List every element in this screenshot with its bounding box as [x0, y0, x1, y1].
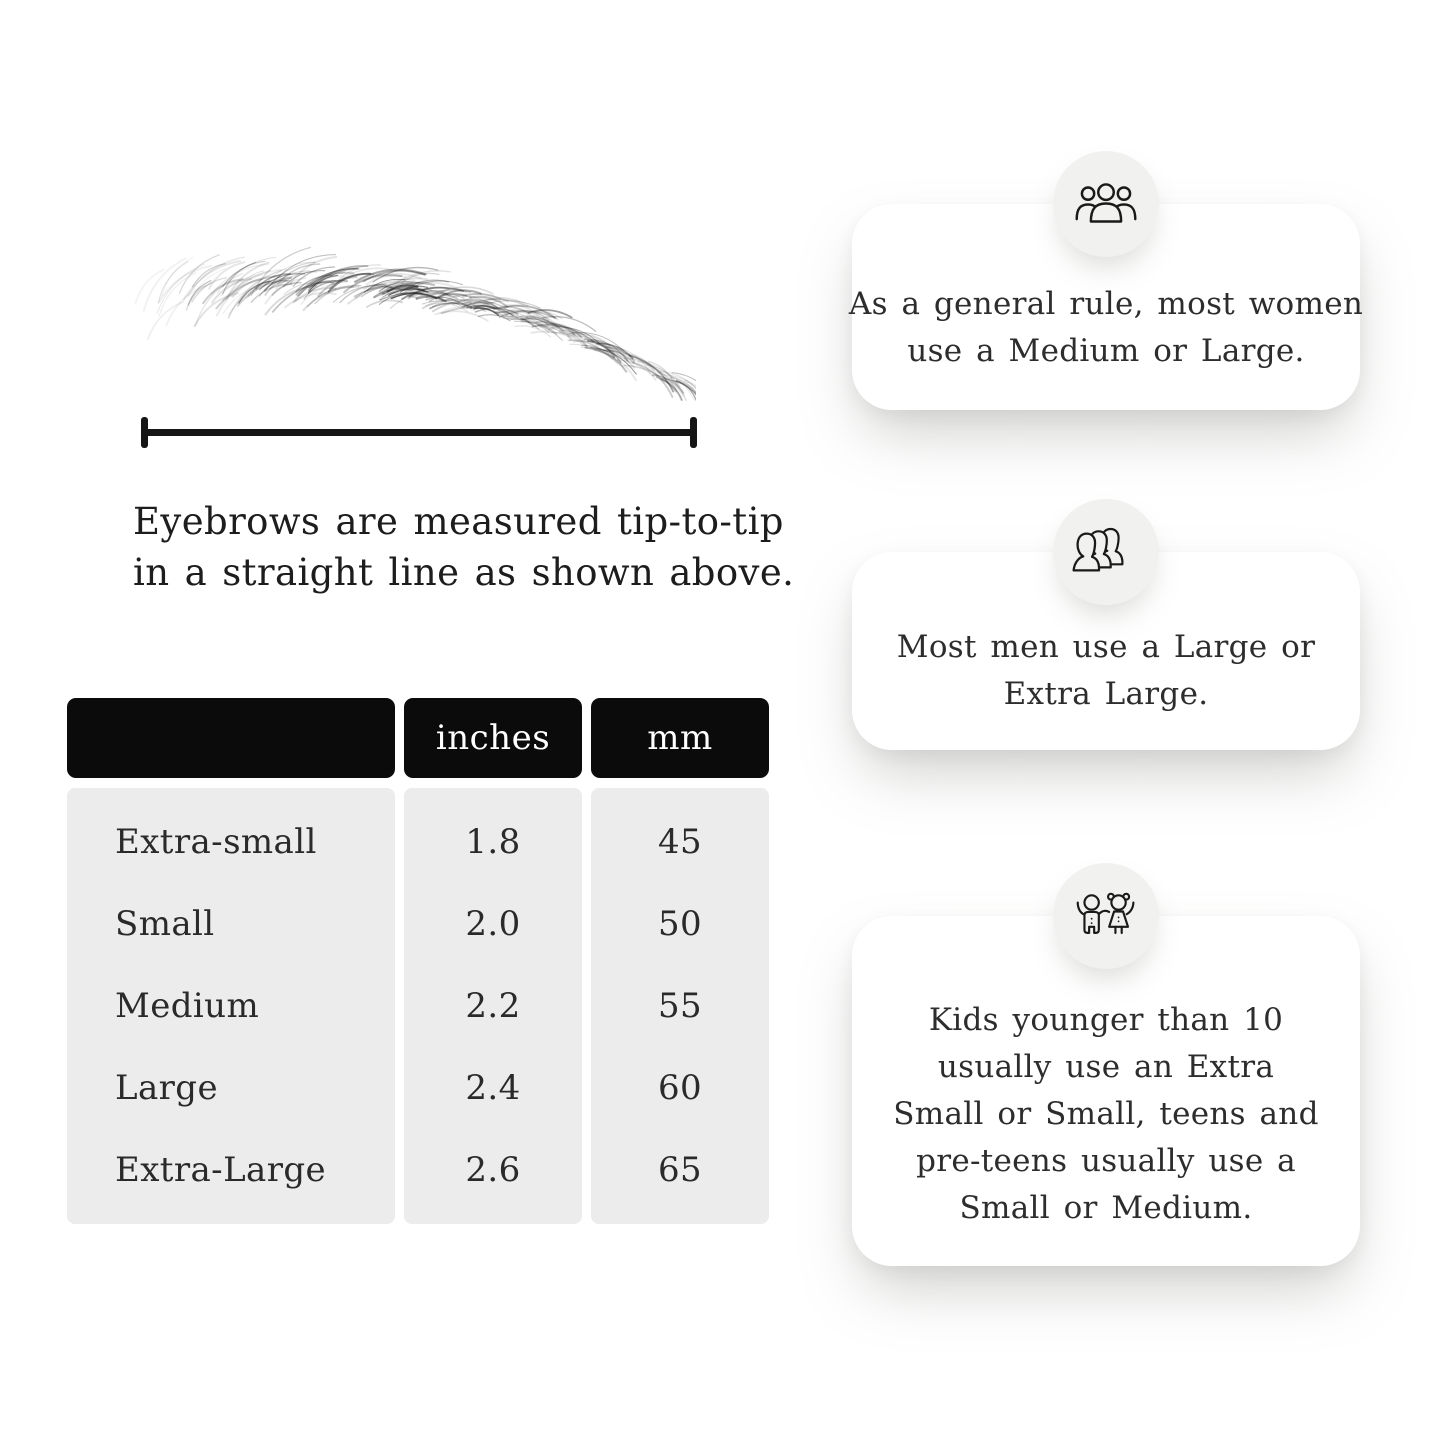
measurement-line-bar	[143, 429, 695, 436]
table-cell-mm: 60	[657, 1068, 703, 1108]
icon-circle	[1053, 863, 1159, 969]
icon-circle	[1053, 151, 1159, 257]
card-text: As a general rule, most women use a Medium or Large.	[848, 286, 1364, 369]
table-cell-inches: 2.6	[465, 1150, 521, 1190]
card-text: Kids younger than 10 usually use an Extra Small or Small, teens and pre-teens usually use a Small or Medium.	[893, 1001, 1319, 1226]
table-row-label: Small	[115, 904, 215, 944]
children-icon	[1071, 888, 1141, 944]
table-cell-inches: 2.0	[465, 904, 521, 944]
eyebrow-illustration	[118, 236, 696, 408]
icon-circle	[1053, 499, 1159, 605]
measurement-caption	[133, 496, 794, 598]
table-row-label: Large	[115, 1068, 218, 1108]
table-cell-mm: 50	[657, 904, 703, 944]
card-women	[848, 204, 1364, 410]
table-row-label: Extra-small	[115, 822, 317, 862]
size-table-header-mm: mm	[591, 698, 769, 778]
measurement-line	[141, 417, 697, 448]
size-table-header-inches: inches	[404, 698, 582, 778]
women-group-icon	[1072, 178, 1140, 230]
card-kids	[852, 916, 1360, 1266]
size-table-mm-column	[591, 788, 769, 1224]
size-table	[67, 698, 769, 1224]
table-row-label: Extra-Large	[115, 1150, 327, 1190]
card-men	[852, 552, 1360, 750]
measurement-line-right-cap	[690, 417, 697, 448]
caption-line-1: Eyebrows are measured tip-to-tip	[133, 500, 784, 543]
table-cell-inches: 1.8	[465, 822, 521, 862]
table-cell-inches: 2.2	[465, 986, 521, 1026]
size-table-inches-column	[404, 788, 582, 1224]
size-table-header-size	[67, 698, 395, 778]
table-cell-mm: 65	[657, 1150, 703, 1190]
size-table-label-column	[67, 788, 395, 1224]
men-group-icon	[1071, 525, 1141, 579]
table-row-label: Medium	[115, 986, 260, 1026]
table-cell-inches: 2.4	[465, 1068, 521, 1108]
table-cell-mm: 55	[657, 986, 703, 1026]
table-cell-mm: 45	[657, 822, 703, 862]
card-text: Most men use a Large or Extra Large.	[896, 629, 1316, 712]
caption-line-2: in a straight line as shown above.	[133, 551, 795, 594]
